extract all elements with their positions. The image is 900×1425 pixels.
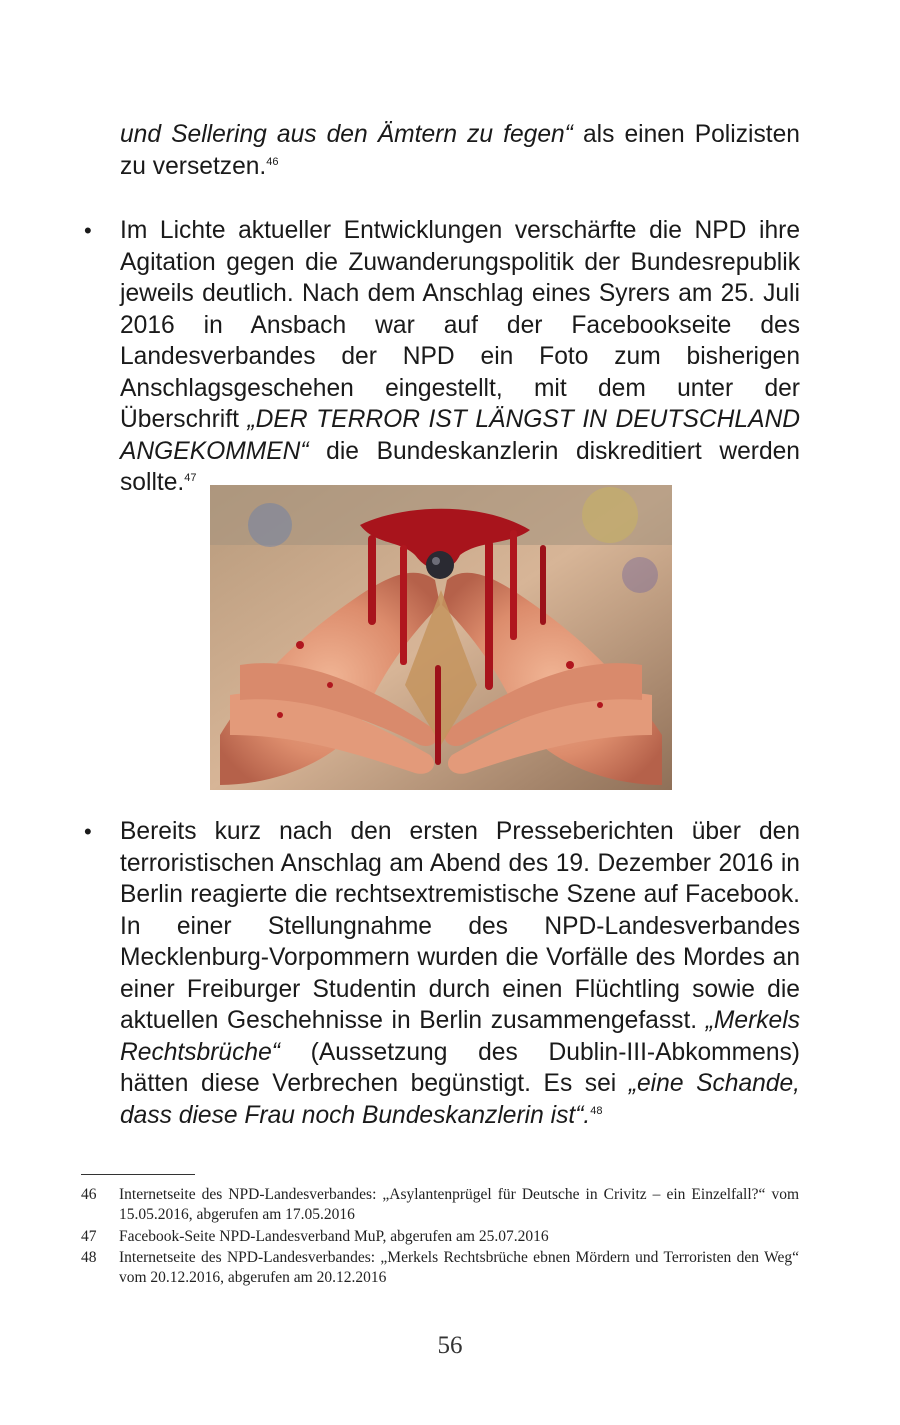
hands-photo-illustration (210, 485, 672, 790)
footnote-ref-47: 47 (184, 471, 197, 484)
paragraph-continued (120, 119, 800, 182)
footnote-text: Facebook-Seite NPD-Landesverband MuP, abgerufen am 25.07.2016 (119, 1228, 549, 1245)
footnote-divider (81, 1174, 195, 1175)
paragraph-text: als einen Polizisten zu versetzen. (120, 121, 800, 180)
footnote-text: Internetseite des NPD-Landesverbandes: „Asylantenprügel für Deutsche in Crivitz – ein Einzelfall?“ vom 15.05.2016, abgerufen am 17.05.2016 (119, 1186, 799, 1223)
bullet-marker: • (84, 218, 92, 243)
footnote-number: 47 (81, 1228, 97, 1245)
hands-photo (210, 485, 672, 790)
bullet1-headline-quote: „DER TERROR IST LÄNGST IN DEUTSCHLAND ANGEKOMMEN“ (120, 406, 800, 465)
page-number: 56 (437, 1332, 463, 1359)
footnote-text: Internetseite des NPD-Landesverbandes: „Merkels Rechtsbrüche ebnen Mördern und Terroristen den Weg“ vom 20.12.2016, abgerufen am 20.12.2016 (119, 1249, 799, 1286)
footnote-number: 46 (81, 1186, 97, 1203)
footnote-number: 48 (81, 1249, 97, 1266)
bullet-paragraph-2 (120, 816, 800, 1131)
footnote-ref-46: 46 (266, 155, 279, 168)
bullet-marker: • (84, 819, 92, 844)
bullet2-text-b: (Aussetzung des Dublin-III-Abkommens) hätten diese Verbrechen begünstigt. Es sei (120, 1038, 800, 1097)
bullet2-text-a: Bereits kurz nach den ersten Presseberichten über den terroristischen Anschlag am Abend des 19. Dezember 2016 in Berlin reagierte die rechtsextremistische Szene auf Facebook. In einer Stellungnahme des NPD-Landesverbandes Mecklenburg-Vorpommern wurden die Vorfälle des Mordes an einer Freiburger Studentin durch einen Flüchtling sowie die aktuellen Geschehnisse in Berlin zusammengefasst. (120, 818, 800, 1034)
bullet2-quote-a: „Merkels Rechtsbrüche“ (120, 1007, 800, 1066)
bullet2-quote-b: „eine Schande, dass diese Frau noch Bundeskanzlerin ist“. (120, 1070, 800, 1129)
bullet1-text-b: die Bundeskanzlerin diskreditiert werden sollte. (120, 437, 800, 496)
quote-italic: und Sellering aus den Ämtern zu fegen“ (120, 121, 573, 148)
footnote-ref-48: 48 (590, 1104, 603, 1117)
bullet-paragraph-1 (120, 215, 800, 499)
bullet1-text-a: Im Lichte aktueller Entwicklungen verschärfte die NPD ihre Agitation gegen die Zuwanderungspolitik der Bundesrepublik jeweils deutlich. Nach dem Anschlag eines Syrers am 25. Juli 2016 in Ansbach war auf der Facebookseite des Landesverbandes der NPD ein Foto zum bisherigen Anschlagsgeschehen eingestellt, mit dem unter der Überschrift (120, 217, 800, 433)
